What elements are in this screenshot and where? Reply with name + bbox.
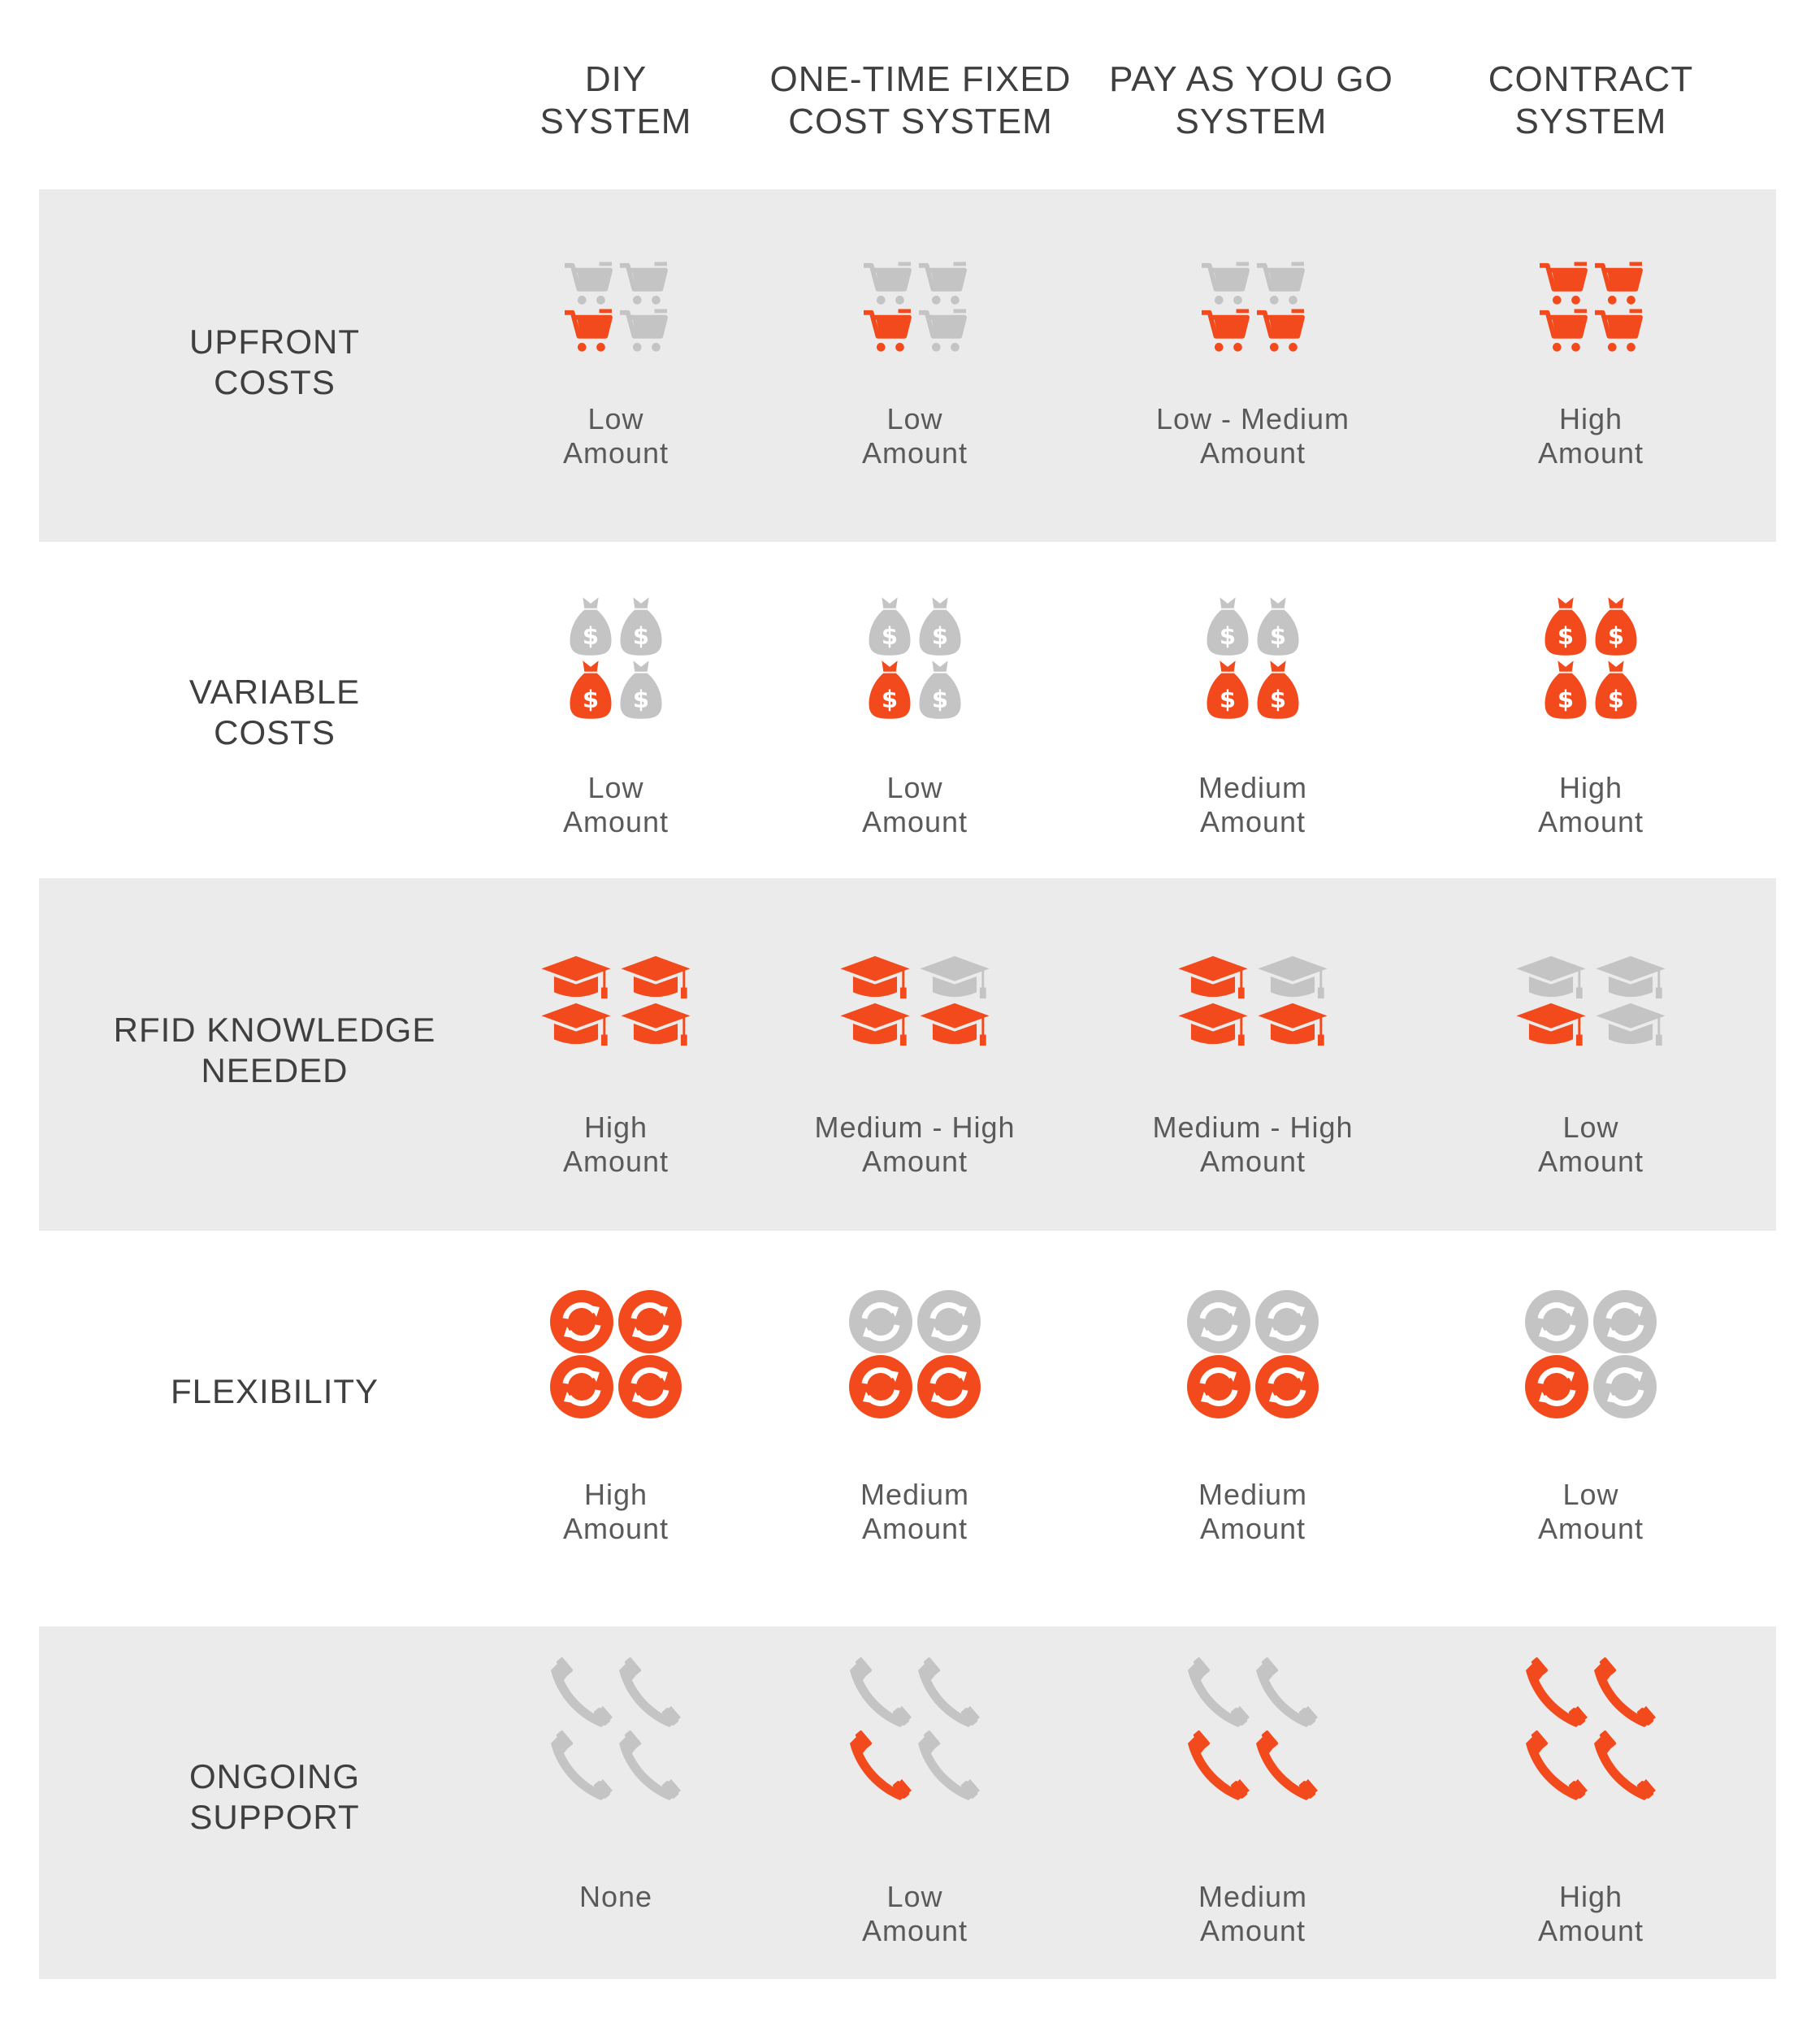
refresh-icon bbox=[617, 1289, 682, 1354]
shopping-cart-icon bbox=[617, 261, 669, 308]
rating-label: High Amount bbox=[1537, 402, 1644, 470]
graduation-cap-icon bbox=[837, 953, 913, 1000]
rating-label: Medium - High Amount bbox=[814, 1111, 1016, 1178]
phone-icon bbox=[1254, 1729, 1319, 1802]
rating-label: Medium Amount bbox=[1198, 771, 1308, 838]
row-label: FLEXIBILITY bbox=[170, 1372, 379, 1410]
phone-icon bbox=[1592, 1656, 1657, 1729]
phone-icon bbox=[549, 1729, 614, 1802]
row-label: RFID KNOWLEDGE NEEDED bbox=[113, 1011, 436, 1089]
svg-text:$: $ bbox=[632, 686, 650, 714]
money-bag-icon bbox=[1254, 594, 1302, 657]
graduation-cap-icon bbox=[1254, 953, 1331, 1000]
row-flexibility bbox=[39, 1231, 1776, 1626]
refresh-icon bbox=[916, 1289, 981, 1354]
money-bag-icon bbox=[916, 657, 964, 721]
rating-label: Low Amount bbox=[861, 771, 968, 838]
shopping-cart-icon bbox=[861, 308, 913, 355]
rating-icons bbox=[1523, 1656, 1659, 1802]
phone-icon bbox=[617, 1729, 682, 1802]
refresh-icon bbox=[1186, 1354, 1251, 1419]
shopping-cart-icon bbox=[1537, 261, 1589, 308]
rating-label: Medium - High Amount bbox=[1152, 1111, 1354, 1178]
svg-text:$: $ bbox=[582, 686, 600, 714]
money-bag-icon bbox=[617, 594, 665, 657]
money-bag-icon bbox=[1204, 657, 1251, 721]
refresh-icon bbox=[1254, 1289, 1319, 1354]
svg-text:$: $ bbox=[1557, 622, 1575, 651]
row-label: VARIABLE COSTS bbox=[188, 673, 361, 751]
rating-label: None bbox=[578, 1880, 653, 1913]
rating-cell bbox=[445, 1626, 786, 1979]
rating-cell bbox=[1420, 1231, 1761, 1626]
graduation-cap-icon bbox=[1513, 1000, 1589, 1047]
rating-cell bbox=[1082, 878, 1423, 1231]
column-header-contract: CONTRACT SYSTEM bbox=[1488, 59, 1694, 141]
svg-text:$: $ bbox=[632, 622, 650, 651]
phone-icon bbox=[549, 1656, 614, 1729]
graduation-cap-icon bbox=[1175, 953, 1251, 1000]
phone-icon bbox=[617, 1656, 682, 1729]
money-bag-icon bbox=[916, 594, 964, 657]
phone-icon bbox=[1186, 1656, 1251, 1729]
rating-label: Low Amount bbox=[861, 1880, 968, 1947]
graduation-cap-icon bbox=[617, 953, 694, 1000]
rating-label: High Amount bbox=[1537, 1880, 1644, 1947]
money-bag-icon bbox=[1592, 657, 1640, 721]
graduation-cap-icon bbox=[1513, 953, 1589, 1000]
rating-icons bbox=[1511, 953, 1670, 1047]
rating-cell bbox=[1420, 878, 1761, 1231]
rating-label: Medium Amount bbox=[1198, 1880, 1308, 1947]
phone-icon bbox=[1592, 1729, 1657, 1802]
svg-text:$: $ bbox=[1607, 622, 1625, 651]
refresh-icon bbox=[1592, 1289, 1657, 1354]
rating-icons bbox=[1523, 1289, 1659, 1419]
rating-icons bbox=[847, 1656, 983, 1802]
money-bag-icon bbox=[866, 657, 913, 721]
svg-text:$: $ bbox=[931, 686, 949, 714]
rating-icons bbox=[860, 261, 970, 355]
rating-icons bbox=[1185, 1656, 1321, 1802]
svg-text:$: $ bbox=[1607, 686, 1625, 714]
svg-text:$: $ bbox=[1269, 622, 1287, 651]
shopping-cart-icon bbox=[562, 308, 614, 355]
graduation-cap-icon bbox=[538, 953, 614, 1000]
rating-icons bbox=[548, 1656, 684, 1802]
rating-icons bbox=[1173, 953, 1332, 1047]
shopping-cart-icon bbox=[617, 308, 669, 355]
rating-icons bbox=[847, 1289, 983, 1419]
row-rfid-knowledge-needed bbox=[39, 878, 1776, 1231]
rating-label: Low Amount bbox=[1537, 1478, 1644, 1545]
row-label: ONGOING SUPPORT bbox=[188, 1757, 360, 1836]
rating-cell bbox=[1082, 189, 1423, 542]
rating-cell bbox=[445, 1231, 786, 1626]
rating-label: Low Amount bbox=[562, 771, 669, 838]
rating-cell bbox=[1082, 1231, 1423, 1626]
rating-cell bbox=[1420, 189, 1761, 542]
phone-icon bbox=[916, 1729, 981, 1802]
rating-icons bbox=[1540, 594, 1641, 721]
svg-text:$: $ bbox=[582, 622, 600, 651]
rating-label: High Amount bbox=[562, 1111, 669, 1178]
rating-icons bbox=[565, 594, 666, 721]
svg-text:$: $ bbox=[881, 622, 899, 651]
graduation-cap-icon bbox=[617, 1000, 694, 1047]
rating-cell bbox=[744, 542, 1085, 878]
svg-text:$: $ bbox=[1219, 622, 1237, 651]
column-header-pay-as-you-go: PAY AS YOU GO SYSTEM bbox=[1109, 59, 1393, 141]
rating-label: Low Amount bbox=[562, 402, 669, 470]
phone-icon bbox=[916, 1656, 981, 1729]
column-header-one-time-fixed: ONE-TIME FIXED COST SYSTEM bbox=[769, 59, 1072, 141]
rating-icons bbox=[835, 953, 994, 1047]
graduation-cap-icon bbox=[1592, 1000, 1669, 1047]
rating-cell bbox=[445, 878, 786, 1231]
rating-label: Low - Medium Amount bbox=[1155, 402, 1350, 470]
refresh-icon bbox=[848, 1354, 913, 1419]
shopping-cart-icon bbox=[1592, 261, 1644, 308]
rating-icons bbox=[561, 261, 671, 355]
graduation-cap-icon bbox=[538, 1000, 614, 1047]
svg-text:$: $ bbox=[931, 622, 949, 651]
phone-icon bbox=[848, 1729, 913, 1802]
rating-icons bbox=[536, 953, 695, 1047]
refresh-icon bbox=[549, 1354, 614, 1419]
refresh-icon bbox=[617, 1354, 682, 1419]
refresh-icon bbox=[1524, 1289, 1589, 1354]
rating-label: Medium Amount bbox=[1198, 1478, 1308, 1545]
money-bag-icon bbox=[617, 657, 665, 721]
rating-label: High Amount bbox=[562, 1478, 669, 1545]
shopping-cart-icon bbox=[1199, 308, 1251, 355]
graduation-cap-icon bbox=[916, 953, 993, 1000]
money-bag-icon bbox=[567, 594, 614, 657]
graduation-cap-icon bbox=[1592, 953, 1669, 1000]
phone-icon bbox=[1524, 1729, 1589, 1802]
refresh-icon bbox=[916, 1354, 981, 1419]
shopping-cart-icon bbox=[1254, 261, 1306, 308]
rating-cell bbox=[1420, 1626, 1761, 1979]
shopping-cart-icon bbox=[1199, 261, 1251, 308]
money-bag-icon bbox=[866, 594, 913, 657]
shopping-cart-icon bbox=[1537, 308, 1589, 355]
shopping-cart-icon bbox=[861, 261, 913, 308]
svg-text:$: $ bbox=[1269, 686, 1287, 714]
rating-icons bbox=[1185, 1289, 1321, 1419]
column-header-diy: DIY SYSTEM bbox=[539, 59, 692, 141]
rating-icons bbox=[1536, 261, 1646, 355]
rating-cell bbox=[744, 189, 1085, 542]
money-bag-icon bbox=[1254, 657, 1302, 721]
refresh-icon bbox=[1592, 1354, 1657, 1419]
phone-icon bbox=[1254, 1656, 1319, 1729]
money-bag-icon bbox=[567, 657, 614, 721]
svg-text:$: $ bbox=[1557, 686, 1575, 714]
graduation-cap-icon bbox=[1254, 1000, 1331, 1047]
refresh-icon bbox=[1254, 1354, 1319, 1419]
rating-cell bbox=[1420, 542, 1761, 878]
rating-cell bbox=[445, 542, 786, 878]
rating-label: Low Amount bbox=[1537, 1111, 1644, 1178]
rating-cell bbox=[744, 878, 1085, 1231]
shopping-cart-icon bbox=[1254, 308, 1306, 355]
rating-icons bbox=[1198, 261, 1308, 355]
row-label: UPFRONT COSTS bbox=[189, 323, 360, 401]
money-bag-icon bbox=[1592, 594, 1640, 657]
refresh-icon bbox=[848, 1289, 913, 1354]
rating-icons bbox=[548, 1289, 684, 1419]
rating-label: Medium Amount bbox=[860, 1478, 970, 1545]
rating-cell bbox=[1082, 542, 1423, 878]
rating-cell bbox=[445, 189, 786, 542]
row-variable-costs bbox=[39, 542, 1776, 878]
shopping-cart-icon bbox=[1592, 308, 1644, 355]
shopping-cart-icon bbox=[916, 261, 968, 308]
phone-icon bbox=[1186, 1729, 1251, 1802]
graduation-cap-icon bbox=[916, 1000, 993, 1047]
rating-cell bbox=[1082, 1626, 1423, 1979]
svg-text:$: $ bbox=[1219, 686, 1237, 714]
row-upfront-costs bbox=[39, 189, 1776, 542]
phone-icon bbox=[1524, 1656, 1589, 1729]
money-bag-icon bbox=[1542, 657, 1589, 721]
rating-label: High Amount bbox=[1537, 771, 1644, 838]
rating-icons bbox=[864, 594, 965, 721]
svg-text:$: $ bbox=[881, 686, 899, 714]
refresh-icon bbox=[549, 1289, 614, 1354]
rating-label: Low Amount bbox=[861, 402, 968, 470]
row-ongoing-support bbox=[39, 1626, 1776, 1979]
money-bag-icon bbox=[1542, 594, 1589, 657]
graduation-cap-icon bbox=[1175, 1000, 1251, 1047]
shopping-cart-icon bbox=[916, 308, 968, 355]
money-bag-icon bbox=[1204, 594, 1251, 657]
phone-icon bbox=[848, 1656, 913, 1729]
refresh-icon bbox=[1524, 1354, 1589, 1419]
rating-cell bbox=[744, 1626, 1085, 1979]
refresh-icon bbox=[1186, 1289, 1251, 1354]
graduation-cap-icon bbox=[837, 1000, 913, 1047]
rating-cell bbox=[744, 1231, 1085, 1626]
rating-icons bbox=[1202, 594, 1303, 721]
shopping-cart-icon bbox=[562, 261, 614, 308]
